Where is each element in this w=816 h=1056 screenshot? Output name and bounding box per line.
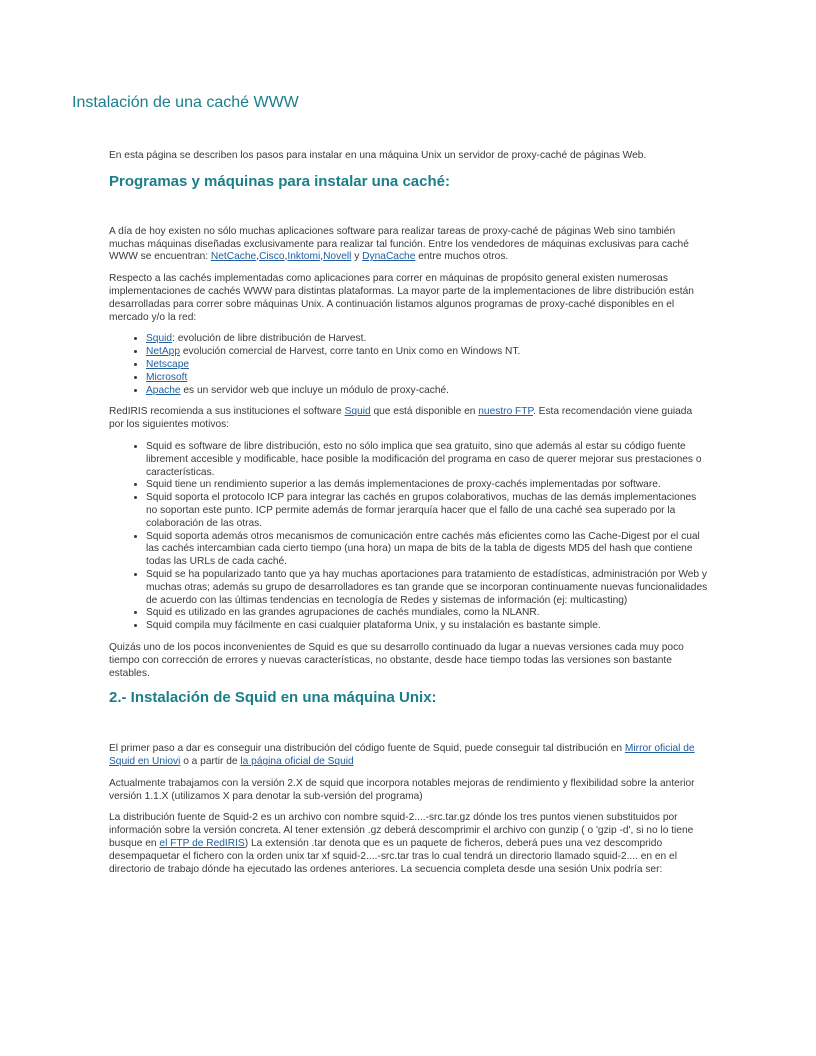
closing-paragraph: Quizás uno de los pocos inconvenientes de Squid es que su desarrollo continuado da lugar a nuevas versiones cada muy poco tiempo con corrección de errores y nuevas características, no obstante, desde hace tiempo todas las versiones son bastante estables.: [109, 641, 684, 679]
list-item: • Squid compila muy fácilmente en casi cualquier plataforma Unix, y su instalación es bastante simple.: [146, 620, 709, 633]
download-paragraph: [109, 743, 709, 769]
list-item: [146, 385, 709, 398]
program-desc: evolución comercial de Harvest, corre tanto en Unix como en Windows NT.: [179, 346, 521, 358]
ftp-link[interactable]: nuestro FTP: [478, 406, 533, 418]
document-body: [109, 150, 709, 885]
rediris-ftp-link[interactable]: el FTP de RedIRIS: [159, 838, 245, 850]
program-link-netapp[interactable]: NetApp: [146, 346, 180, 358]
vendors-paragraph: A día de hoy existen no sólo muchas aplicaciones software para realizar tareas de proxy-caché de páginas Web sino también muchas máquinas diseñadas exclusivamente para realizar tal función. Entre los vendedores de máquinas exclusivas para caché WWW se encuentran: NetCache,Cisco,Inktomi,Novell y DynaCache entre muchos otros.: [109, 225, 689, 263]
distribution-end: ) La extensión .tar denota que es un paquete de ficheros, deberá pues una vez descomprido desempaquetar el fichero con la orden unix tar xf squid-2....-src.tar tras lo cual tendrá un directorio llamado squid-2.... en en el directorio de trabajo dónde ha ejecutado las ordenes anteriores. La secuencia completa desde una sesión Unix podría ser:: [109, 838, 677, 875]
list-item: [146, 359, 709, 372]
recommendation-paragraph: [109, 406, 709, 432]
vendors-text: A día de hoy existen no sólo muchas aplicaciones software para realizar tareas de proxy-caché de páginas Web sino también muchas máquinas diseñadas exclusivamente para realizar tal función. Entre los vendedores de máquinas exclusivas para caché WWW se encuentran:: [109, 225, 689, 263]
list-item: [146, 346, 709, 359]
vendor-link-dynacache[interactable]: DynaCache: [362, 251, 416, 263]
mirror-link[interactable]: Mirror oficial de Squid en Uniovi: [109, 743, 695, 768]
download-mid: o a partir de: [180, 756, 241, 768]
program-link-microsoft[interactable]: Microsoft: [146, 371, 188, 383]
program-link-squid[interactable]: Squid: [146, 333, 173, 345]
vendors-end: entre muchos otros.: [415, 251, 509, 263]
program-link-netscape[interactable]: Netscape: [146, 358, 190, 370]
distribution-text: La distribución fuente de Squid-2 es un archivo con nombre squid-2....-src.tar.gz dónde los tres puntos vienen substituidos por información sobre la versión concreta. Al tener extensión .gz deberá descomprimir el archivo con gunzip ( o 'gzip -d', si no lo tiene busque en: [109, 812, 694, 850]
list-item: [146, 333, 709, 346]
version-paragraph: Actualmente trabajamos con la versión 2.X de squid que incorpora notables mejoras de rendimiento y flexibilidad sobre la anterior versión 1.1.X (utilizamos X para denotar la sub-versión del programa): [109, 777, 695, 802]
section-heading-programs: Programas y máquinas para instalar una caché:: [109, 172, 450, 190]
list-item: • Squid soporta el protocolo ICP para integrar las cachés en grupos colaborativos, muchas de las demás implementaciones no soportan este punto. ICP permite además de formar jerarquía hacer que el fallo de una caché sea superado por la colaboración de las otras.: [146, 492, 709, 530]
program-desc: : evolución de libre distribución de Harvest.: [172, 333, 367, 345]
squid-official-link[interactable]: la página oficial de Squid: [240, 756, 354, 768]
list-item: • Squid tiene un rendimiento superior a las demás implementaciones de proxy-cachés implementadas por software.: [146, 479, 709, 492]
list-item: [146, 372, 709, 385]
vendor-link-inktomi[interactable]: Inktomi: [287, 251, 321, 263]
vendor-link-netcache[interactable]: NetCache: [210, 251, 257, 263]
vendor-link-cisco[interactable]: Cisco: [259, 251, 285, 263]
recommendation-end: . Esta recomendación viene guiada por los siguientes motivos:: [109, 406, 693, 431]
download-text: El primer paso a dar es conseguir una distribución del código fuente de Squid, puede conseguir tal distribución en: [109, 743, 625, 755]
intro-paragraph: En esta página se describen los pasos para instalar en una máquina Unix un servidor de proxy-caché de páginas Web.: [109, 150, 647, 161]
program-desc: es un servidor web que incluye un módulo de proxy-caché.: [180, 384, 449, 396]
page-title: Instalación de una caché WWW: [72, 94, 299, 111]
recommendation-mid: que está disponible en: [370, 406, 479, 418]
vendor-link-novell[interactable]: Novell: [323, 251, 352, 263]
vendors-and: y: [351, 251, 363, 263]
recommendation-text: RedIRIS recomienda a sus instituciones el software: [109, 406, 345, 418]
list-item: • Squid es utilizado en las grandes agrupaciones de cachés mundiales, como la NLANR.: [146, 607, 709, 620]
list-item: • Squid se ha popularizado tanto que ya hay muchas aportaciones para tratamiento de estadísticas, administración por Web y muchas otras; además su grupo de desarrolladores es tan grande que se incorporan continuamente nuevas funcionalidades de acuerdo con las últimas tendencias en tecnología de Redes y sistemas de información (ej: multicasting): [146, 569, 709, 607]
list-item: • Squid es software de libre distribución, esto no sólo implica que sea gratuito, sino que además al estar su código fuente librement accesible y modificable, hace posible la modificación del programa en caso de querer mejorar sus prestaciones o características.: [146, 441, 709, 479]
section-heading-install: 2.- Instalación de Squid en una máquina Unix:: [109, 689, 437, 707]
list-item: • Squid soporta además otros mecanismos de comunicación entre cachés más eficientes como las Cache-Digest por el cual las cachés intercambian cada cierto tiempo (una hora) un mapa de bits de la tabla de digests MD5 del hash que contiene todas las URLs de cada caché.: [146, 531, 709, 569]
distribution-paragraph: [109, 812, 709, 876]
programs-list: [109, 333, 709, 397]
reasons-list: [109, 441, 709, 633]
squid-link[interactable]: Squid: [344, 406, 371, 418]
program-link-apache[interactable]: Apache: [146, 384, 181, 396]
implementations-paragraph: Respecto a las cachés implementadas como aplicaciones para correr en máquinas de propósito general existen numerosas implementaciones de cachés WWW para distintas plataformas. La mayor parte de la implementaciones de libre distribución están desarrolladas para correr sobre máquinas Unix. A continuación listamos algunos programas de proxy-caché disponibles en el mercado y/o la red:: [109, 273, 694, 323]
